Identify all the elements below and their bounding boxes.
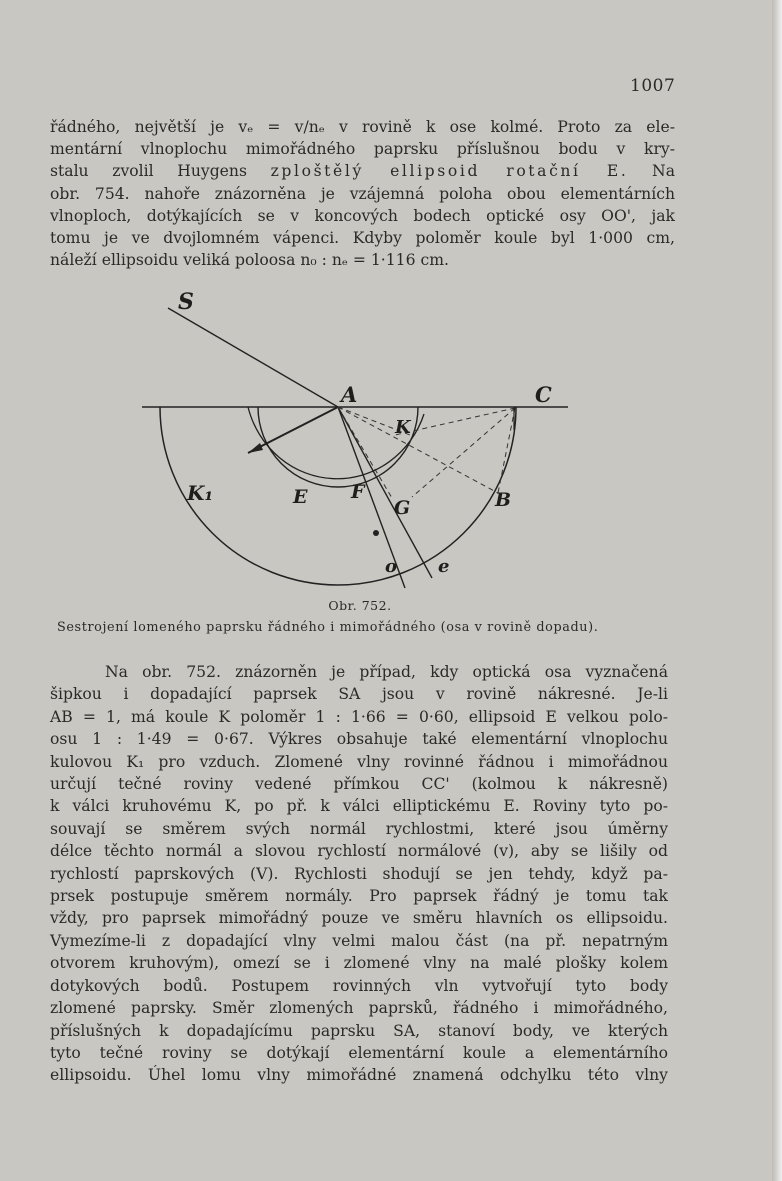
label-o: o: [385, 556, 398, 577]
text-line-end: Na: [628, 162, 675, 181]
sphere-k-arc: [258, 407, 418, 487]
tangent-line-dashed: [412, 408, 515, 497]
label-a: A: [341, 382, 358, 407]
text-line: řádného, největší je vₑ = v/nₑ v rovině k ose kolmé. Proto za ele-: [50, 118, 675, 136]
text-line: k válci kruhovému K, po př. k válci elliptickému E. Roviny tyto po-: [50, 797, 668, 816]
text-line: mentární vlnoplochu mimořádného paprsku příslušnou bodu v kry-: [50, 140, 675, 159]
text-line: dotykových bodů. Postupem rovinných vln vytvořují tyto body: [50, 976, 668, 995]
incident-ray: [168, 308, 338, 407]
refraction-diagram: [130, 290, 590, 590]
text-line: AB = 1, má koule K poloměr 1 : 1·66 = 0·60, ellipsoid E velkou polo-: [50, 707, 668, 726]
figure-752: [130, 290, 590, 590]
text-line: náleží ellipsoidu veliká poloosa n₀ : nₑ = 1·116 cm.: [50, 251, 449, 270]
paragraph-1: [50, 116, 675, 271]
text-line: ellipsoidu. Úhel lomu vlny mimořádné znamená odchylku této vlny: [50, 1066, 668, 1085]
paragraph-2: [50, 661, 668, 1087]
text-line: tyto tečné roviny se dotýkají elementární koule a elementárního: [50, 1043, 668, 1062]
text-line: šipkou i dopadající paprsek SA jsou v rovině nákresné. Je-li: [50, 685, 668, 704]
text-line: příslušných k dopadajícímu paprsku SA, stanoví body, ve kterých: [50, 1021, 668, 1040]
label-g: G: [394, 497, 411, 519]
text-line: rychlostí paprskových (V). Rychlosti shodují se jen tehdy, když pa-: [50, 864, 668, 883]
text-line-start: stalu zvolil Huygens: [50, 162, 271, 181]
figure-caption: Sestrojení lomeného paprsku řádného i mimořádného (osa v rovině dopadu).: [57, 620, 599, 635]
label-f: F: [351, 481, 365, 503]
page-edge: [772, 0, 782, 1181]
text-line: tomu je ve dvojlomném vápenci. Kdyby poloměr koule byl 1·000 cm,: [50, 229, 675, 248]
label-s: S: [178, 290, 194, 315]
text-line: kulovou K₁ pro vzduch. Zlomené vlny rovinné řádnou i mimořádnou: [50, 752, 668, 771]
label-k-inner: K: [395, 417, 411, 438]
page-number: 1007: [630, 76, 676, 96]
text-line: zlomené paprsky. Směr zlomených paprsků, řádného i mimořádného,: [50, 999, 668, 1018]
text-line: vždy, pro paprsek mimořádný pouze ve směru hlavních os ellipsoidu.: [50, 909, 668, 928]
text-line: délce těchto normál a slovou rychlostí normálové (v), aby se lišily od: [50, 842, 668, 861]
text-line: otvorem kruhovým), omezí se i zlomené vlny na malé plošky kolem: [50, 954, 668, 973]
text-line: vlnoploch, dotýkajících se v koncových bodech optické osy OO', jak: [50, 206, 675, 225]
text-line: souvají se směrem svých normál rychlostmi, které jsou úměrny: [50, 819, 668, 838]
spaced-phrase: zploštělý ellipsoid rotační E.: [270, 162, 629, 181]
axis-arrowhead: [248, 443, 263, 453]
point-mark: [373, 530, 379, 536]
tangent-line-dashed: [395, 408, 515, 435]
text-line: osu 1 : 1·49 = 0·67. Výkres obsahuje také elementární vlnoplochu: [50, 730, 668, 749]
label-e-ray: e: [438, 556, 450, 577]
text-line: určují tečné roviny vedené přímkou CC' (kolmou k nákresně): [50, 775, 668, 794]
text-line-spaced: [50, 160, 675, 182]
text-line: Vymezíme-li z dopadající vlny velmi malou část (na př. nepatrným: [50, 931, 668, 950]
text-line: obr. 754. nahoře znázorněna je vzájemná poloha obou elementárních: [50, 184, 675, 203]
label-b: B: [495, 489, 512, 511]
sphere-k1-arc: [160, 407, 516, 585]
text-line: Na obr. 752. znázorněn je případ, kdy optická osa vyznačená: [105, 663, 668, 681]
text-line: prsek postupuje směrem normály. Pro paprsek řádný je tomu tak: [50, 887, 668, 906]
label-c: C: [535, 382, 552, 407]
figure-number: Obr. 752.: [328, 598, 392, 613]
label-k1: K₁: [187, 481, 214, 505]
label-e: E: [293, 486, 308, 508]
